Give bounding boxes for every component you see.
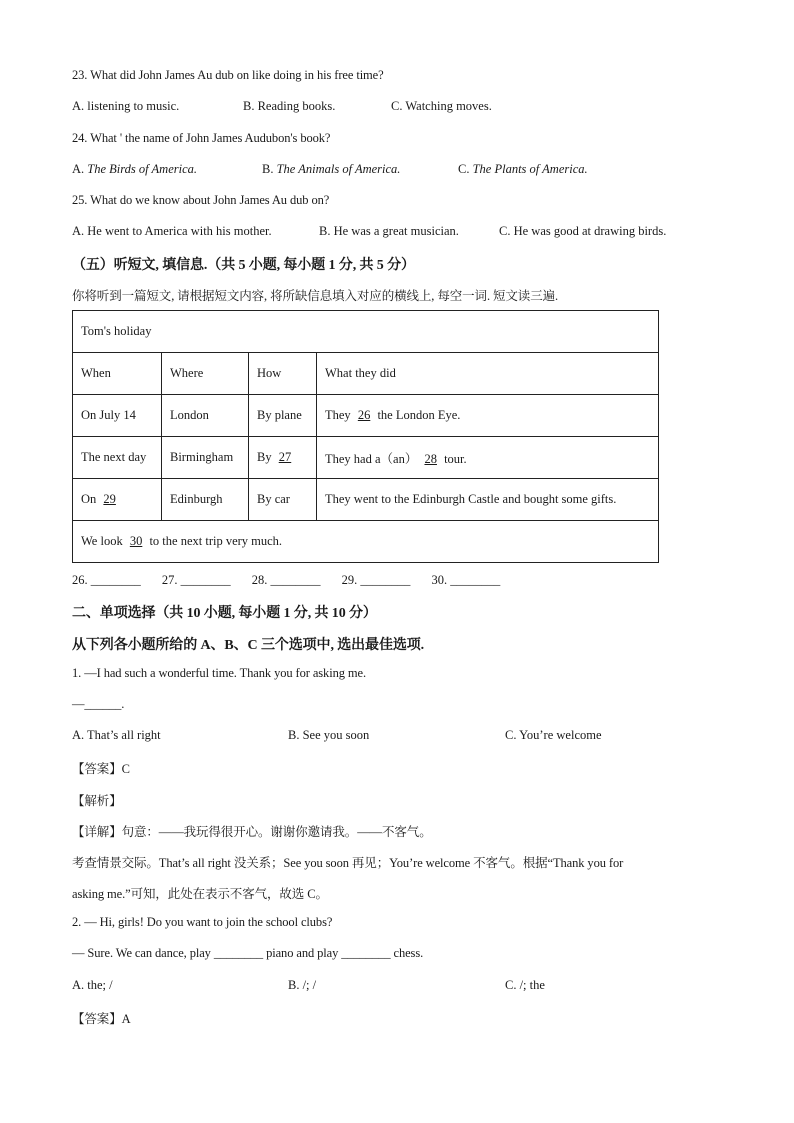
cell-what: They 26 the London Eye. bbox=[317, 395, 659, 437]
q25-option-a: A. He went to America with his mother. bbox=[72, 224, 272, 238]
item1-reply: —______. bbox=[72, 697, 125, 711]
q25-option-c: C. He was good at drawing birds. bbox=[499, 224, 667, 238]
item2-reply: — Sure. We can dance, play ________ piano and play ________ chess. bbox=[72, 946, 424, 960]
table-title: Tom's holiday bbox=[73, 311, 659, 353]
item2-option-b: B. /; / bbox=[288, 978, 317, 992]
table-footer: We look 30 to the next trip very much. bbox=[73, 521, 659, 563]
item1-detail: 【详解】句意：——我玩得很开心。谢谢你邀请我。——不客气。 bbox=[72, 825, 432, 839]
header-how: How bbox=[249, 353, 317, 395]
item2-option-c: C. /; the bbox=[505, 978, 545, 992]
blank-26[interactable]: 26 bbox=[357, 408, 371, 422]
item2-option-a: A. the; / bbox=[72, 978, 113, 992]
header-when: When bbox=[73, 353, 162, 395]
q23-option-b: B. Reading books. bbox=[243, 99, 336, 113]
part2-instruction: 从下列各小题所给的 A、B、C 三个选项中, 选出最佳选项. bbox=[72, 638, 425, 653]
blank-30[interactable]: 30 bbox=[129, 534, 143, 548]
answer-blank[interactable]: 27. ________ bbox=[161, 573, 231, 587]
item2-answer: 【答案】A bbox=[72, 1012, 131, 1026]
cell-how: By 27 bbox=[249, 437, 317, 479]
item1-option-c: C. You’re welcome bbox=[505, 728, 602, 742]
q24-option-b: B. The Animals of America. bbox=[262, 162, 401, 176]
answer-blanks bbox=[72, 573, 518, 588]
part2-heading: 二、单项选择（共 10 小题, 每小题 1 分, 共 10 分） bbox=[72, 606, 377, 621]
q23-option-a: A. listening to music. bbox=[72, 99, 180, 113]
cell-how: By plane bbox=[249, 395, 317, 437]
cell-when: The next day bbox=[73, 437, 162, 479]
q23-question: 23. What did John James Au dub on like doing in his free time? bbox=[72, 68, 384, 82]
item1-explain-line1: 考查情景交际。That’s all right 没关系；See you soon 再见；You’re welcome 不客气。根据“Thank you for bbox=[72, 856, 624, 870]
cell-when: On July 14 bbox=[73, 395, 162, 437]
cell-where: Birmingham bbox=[162, 437, 249, 479]
q23-option-c: C. Watching moves. bbox=[391, 99, 492, 113]
cell-where: London bbox=[162, 395, 249, 437]
answer-blank[interactable]: 26. ________ bbox=[72, 573, 141, 587]
item2-question: 2. — Hi, girls! Do you want to join the school clubs? bbox=[72, 915, 333, 929]
q25-option-b: B. He was a great musician. bbox=[319, 224, 459, 238]
blank-29[interactable]: 29 bbox=[103, 492, 116, 506]
header-what: What they did bbox=[317, 353, 659, 395]
section5-instruction: 你将听到一篇短文, 请根据短文内容, 将所缺信息填入对应的横线上, 每空一词. 短文读三遍. bbox=[72, 289, 559, 303]
table-row bbox=[73, 437, 659, 479]
blank-27[interactable]: 27 bbox=[278, 450, 292, 464]
table-row bbox=[73, 479, 659, 521]
cell-what: They went to the Edinburgh Castle and bought some gifts. bbox=[317, 479, 659, 521]
answer-blank[interactable]: 29. ________ bbox=[341, 573, 411, 587]
item1-question: 1. —I had such a wonderful time. Thank you for asking me. bbox=[72, 666, 367, 680]
cell-how: By car bbox=[249, 479, 317, 521]
blank-28[interactable]: 28 bbox=[424, 451, 437, 466]
q24-option-a: A. The Birds of America. bbox=[72, 162, 197, 176]
q24-option-c: C. The Plants of America. bbox=[458, 162, 588, 176]
table-row bbox=[73, 395, 659, 437]
section5-heading: （五）听短文, 填信息.（共 5 小题, 每小题 1 分, 共 5 分） bbox=[72, 258, 415, 273]
header-where: Where bbox=[162, 353, 249, 395]
cell-when: On 29 bbox=[73, 479, 162, 521]
q24-question: 24. What ' the name of John James Audubon's book? bbox=[72, 131, 331, 145]
cell-where: Edinburgh bbox=[162, 479, 249, 521]
answer-blank[interactable]: 28. ________ bbox=[251, 573, 321, 587]
table-header-row bbox=[73, 353, 659, 395]
cell-what: They had a（an） 28 tour. bbox=[317, 437, 659, 479]
answer-blank[interactable]: 30. ________ bbox=[431, 573, 501, 587]
item1-answer: 【答案】C bbox=[72, 762, 130, 776]
holiday-table bbox=[72, 310, 659, 563]
item1-analysis-label: 【解析】 bbox=[72, 794, 122, 808]
q25-question: 25. What do we know about John James Au dub on? bbox=[72, 193, 330, 207]
item1-explain-line2: asking me.”可知，此处在表示不客气，故选 C。 bbox=[72, 887, 328, 901]
item1-option-b: B. See you soon bbox=[288, 728, 370, 742]
item1-option-a: A. That’s all right bbox=[72, 728, 161, 742]
